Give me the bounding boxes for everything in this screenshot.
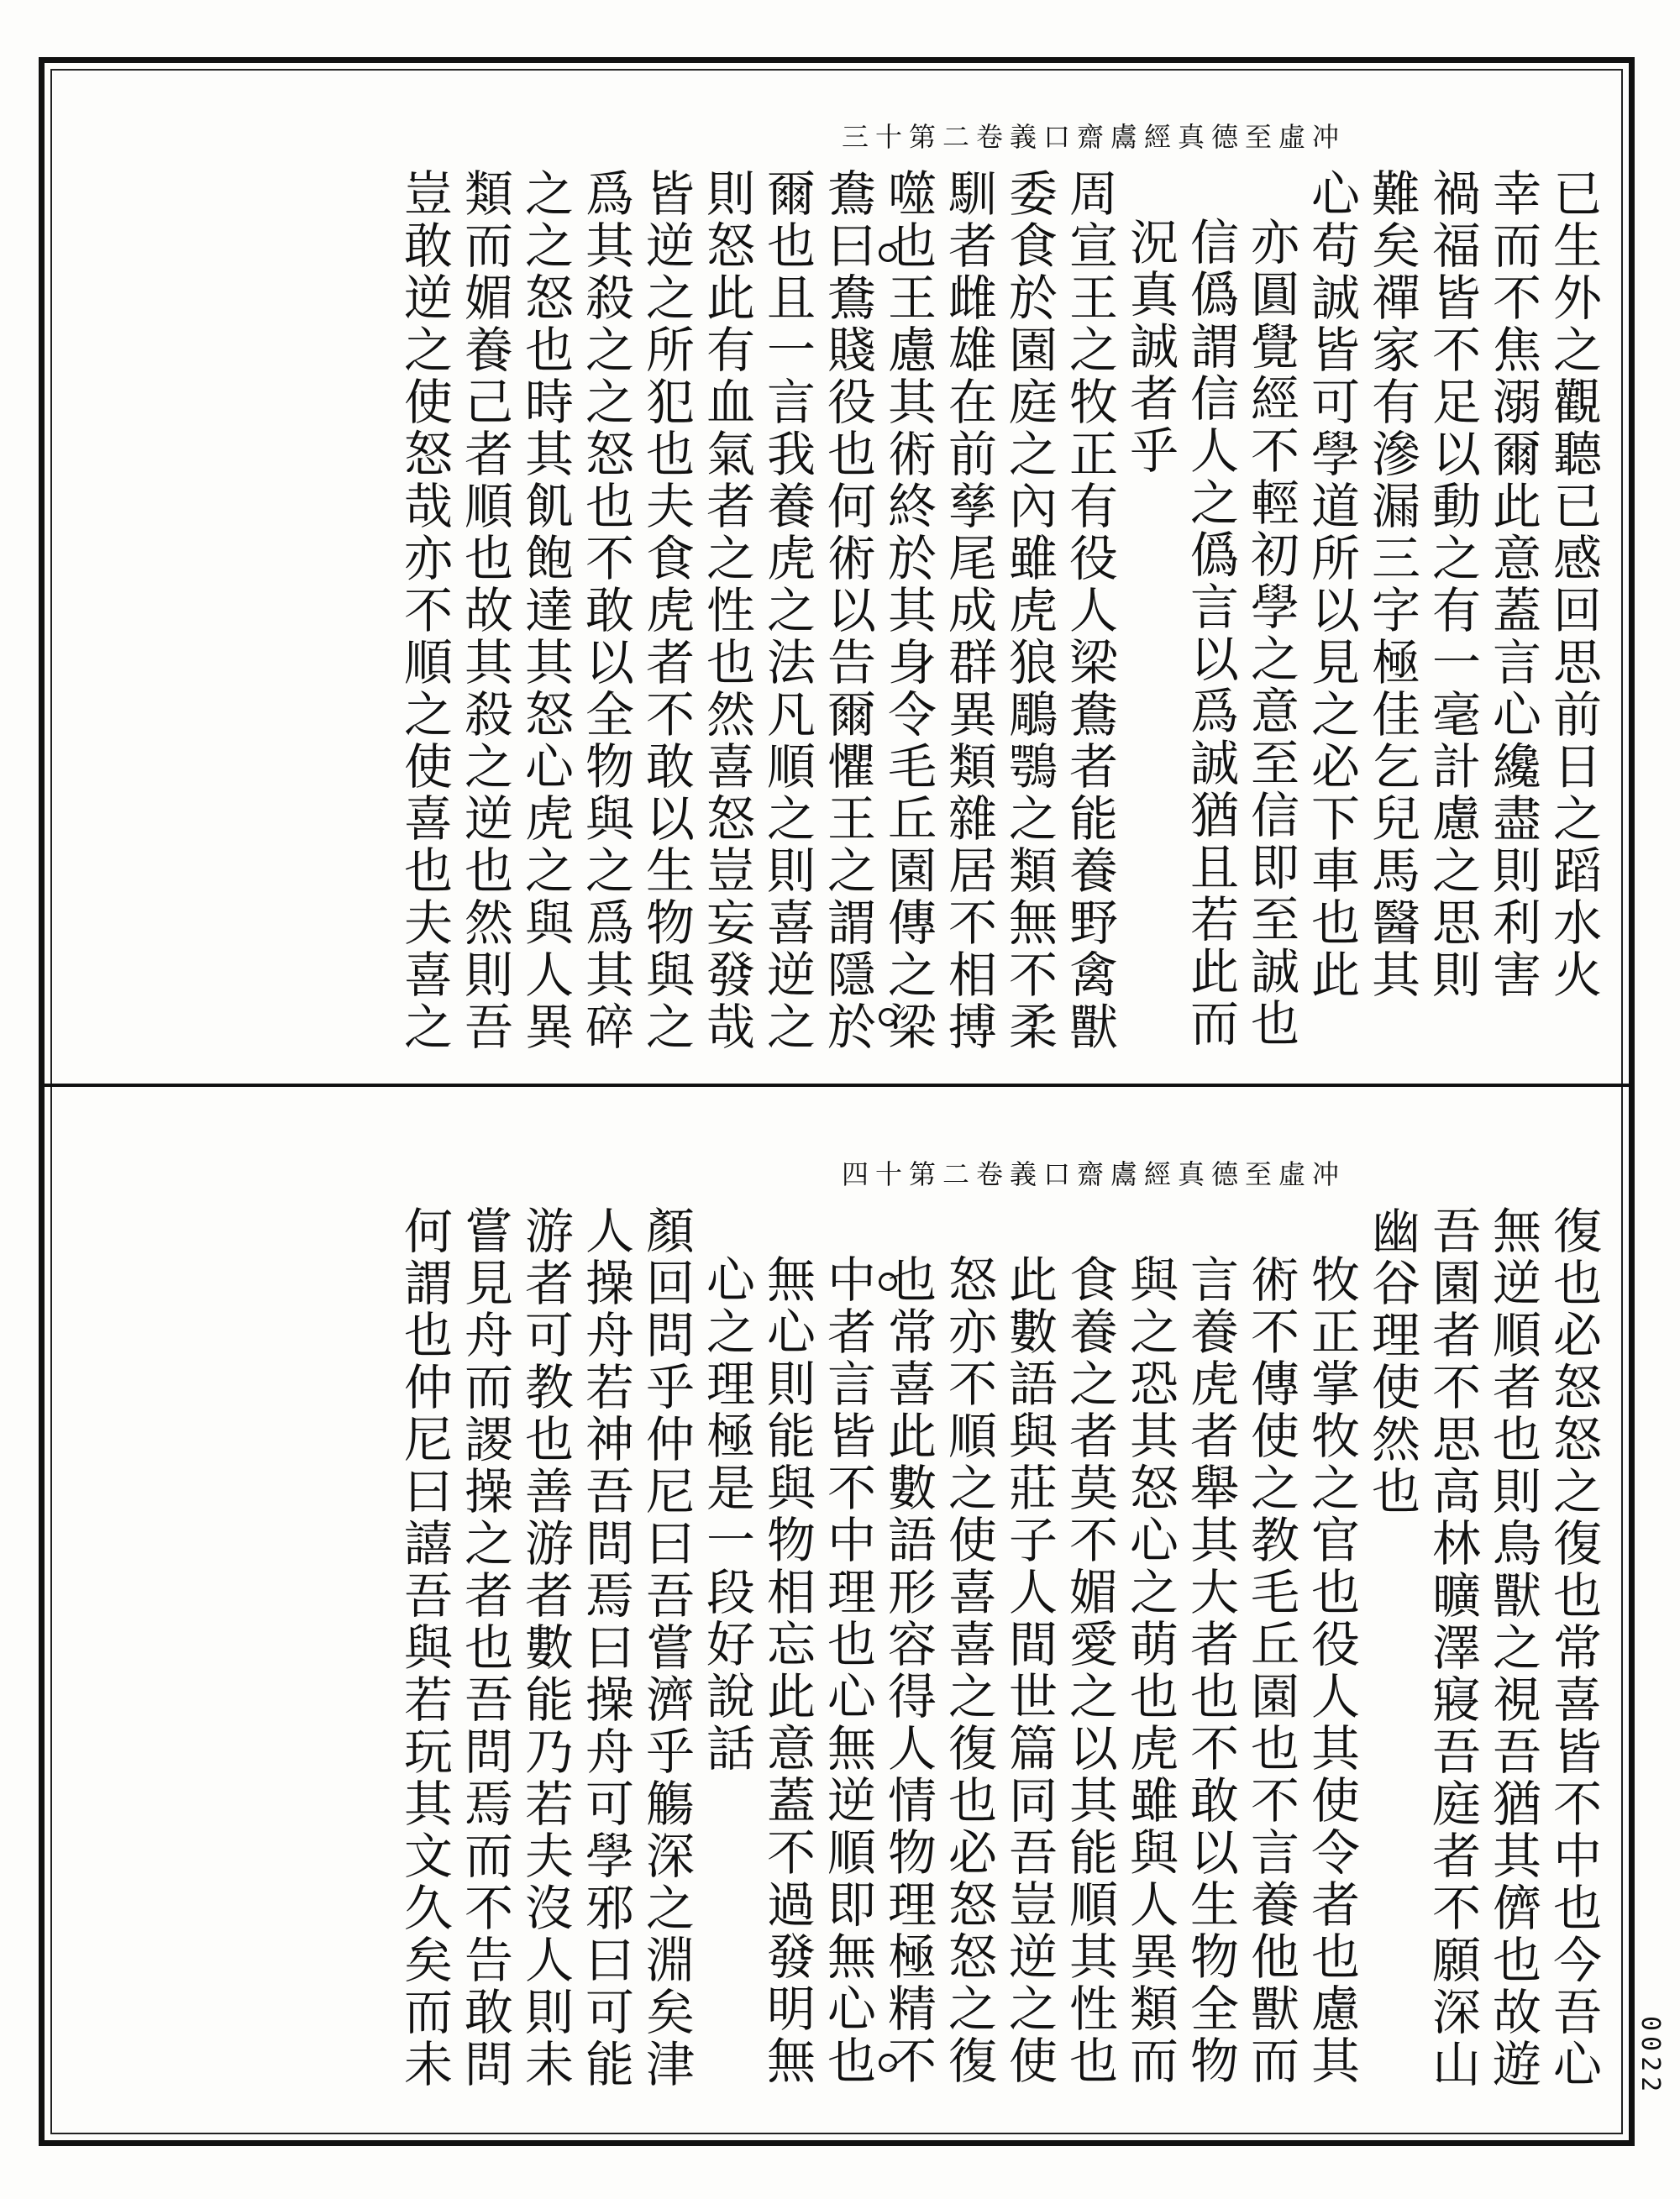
- text-column: 嘗見舟而謖操之者也吾問焉而不告敢問: [456, 1205, 513, 2091]
- commentary-column: 與之恐其怒心之萌也虎雖與人異類而: [1121, 1254, 1179, 2087]
- commentary-column: 中者言皆不中理也心無逆順即無心也: [819, 1254, 876, 2087]
- text-column: 幸而不焦溺爾此意蓋言心纔盡則利害: [1484, 168, 1541, 1001]
- text-column: 爲其殺之之怒也不敢以全物與之爲其碎: [577, 168, 634, 1053]
- text-column: 鴦曰鴦賤役也何術以告爾懼王之謂隱於: [819, 168, 876, 1053]
- text-column: 馴者雌雄在前孳尾成群異類雜居不相搏: [940, 168, 997, 1053]
- lower-page: [50, 1158, 1623, 2121]
- text-column: 心苟誠皆可學道所以見之必下車也此: [1303, 168, 1360, 1001]
- upper-page: [50, 121, 1623, 1058]
- lower-text-columns: [396, 1205, 1602, 2121]
- commentary-column: 食養之者莫不媚愛之以其能順其性也: [1061, 1254, 1118, 2087]
- text-column: 難矣禪家有滲漏三字極佳乞兒馬醫其: [1363, 168, 1420, 1001]
- text-column: 周宣王之牧正有役人梁鴦者能養野禽獸: [1061, 168, 1118, 1053]
- commentary-column: 術不傳使之教毛丘園也不言養他獸而: [1242, 1254, 1299, 2087]
- upper-text-columns: [396, 168, 1602, 1058]
- text-column: 何謂也仲尼曰譆吾與若玩其文久矣而未: [396, 1205, 453, 2091]
- commentary-column: 牧正掌牧之官也役人其使令者也慮其: [1303, 1254, 1360, 2087]
- text-column: 無逆順者也則鳥獸之視吾猶其儕也故遊: [1484, 1205, 1541, 2091]
- text-column: 噬也王慮其術終於其身令毛丘園傳之梁: [879, 168, 937, 1053]
- punctuation-circle: [879, 1273, 897, 1291]
- text-column: 吾園者不思高林曠澤寢吾庭者不願深山: [1424, 1205, 1481, 2091]
- text-column: 委食於園庭之內雖虎狼鵰鶚之類無不柔: [1000, 168, 1058, 1053]
- commentary-column: 心之理極是一段好說話: [698, 1254, 755, 1775]
- text-column: 人操舟若神吾問焉曰操舟可學邪曰可能: [577, 1205, 634, 2091]
- sheet-number: 0022: [1635, 2016, 1665, 2097]
- text-column: 則怒此有血氣者之性也然喜怒豈妄發哉: [698, 168, 755, 1053]
- running-head-upper: 冲虛至德真經鬳齋口義卷二第十三: [841, 121, 1346, 153]
- text-column: 之之怒也時其飢飽達其怒心虎之與人異: [517, 168, 574, 1053]
- text-column: 顏回問乎仲尼曰吾嘗濟乎觴深之淵矣津: [638, 1205, 695, 2091]
- text-column: 游者可教也善游者數能乃若夫沒人則未: [517, 1205, 574, 2091]
- page-divider: [45, 1084, 1629, 1087]
- commentary-column: 無心則能與物相忘此意蓋不過發明無: [759, 1254, 816, 2087]
- punctuation-circle: [879, 2054, 897, 2072]
- commentary-column: 況真誠者乎: [1121, 217, 1179, 477]
- commentary-column: 也常喜此數語形容得人情物理極精不: [879, 1254, 937, 2087]
- commentary-column: 怒亦不順之使喜喜之復也必怒怒之復: [940, 1254, 997, 2087]
- commentary-column: 亦圓覺經不輕初學之意至信即至誠也: [1242, 217, 1299, 1050]
- text-column: 豈敢逆之使怒哉亦不順之使喜也夫喜之: [396, 168, 453, 1053]
- text-column: 皆逆之所犯也夫食虎者不敢以生物與之: [638, 168, 695, 1053]
- text-column: 類而媚養己者順也故其殺之逆也然則吾: [456, 168, 513, 1053]
- text-column: 已生外之觀聽已感回思前日之蹈水火: [1545, 168, 1602, 1001]
- commentary-column: 信僞謂信人之僞言以爲誠猶且若此而: [1182, 217, 1239, 1050]
- text-column: 復也必怒怒之復也常喜皆不中也今吾心: [1545, 1205, 1602, 2091]
- text-column: 禍福皆不足以動之有一毫計慮之思則: [1424, 168, 1481, 1001]
- text-column: 幽谷理使然也: [1363, 1205, 1420, 1518]
- commentary-column: 此數語與莊子人間世篇同吾豈逆之使: [1000, 1254, 1058, 2087]
- punctuation-circle: [879, 1008, 897, 1026]
- text-column: 爾也且一言我養虎之法凡順之則喜逆之: [759, 168, 816, 1053]
- commentary-column: 言養虎者舉其大者也不敢以生物全物: [1182, 1254, 1239, 2087]
- running-head-lower: 冲虛至德真經鬳齋口義卷二第十四: [841, 1158, 1346, 1190]
- punctuation-circle: [879, 244, 897, 262]
